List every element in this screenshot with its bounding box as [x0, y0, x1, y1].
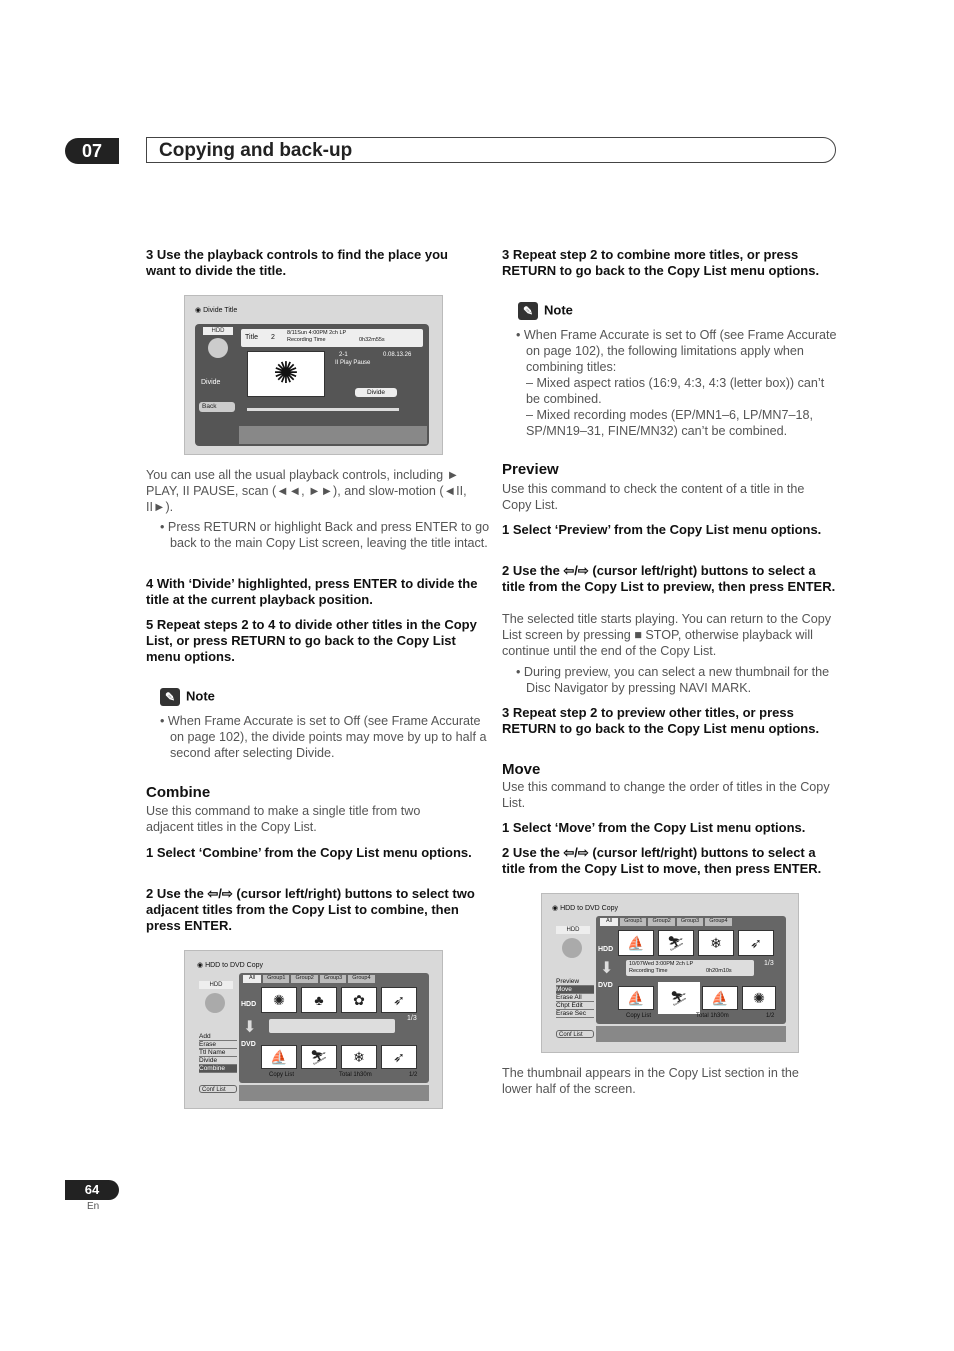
preview-bullet-text: During preview, you can select a new thumbnail for the Disc Navigator by pressing NAVI MARK.	[523, 665, 830, 695]
status-area	[596, 1026, 786, 1042]
screen-title	[195, 306, 237, 314]
note-heading-right	[518, 302, 573, 320]
disc-icon: ◉	[195, 307, 202, 314]
menu-divide[interactable]: Divide	[199, 1057, 237, 1065]
note-label: Note	[186, 688, 215, 704]
thumb-2[interactable]: ⛷	[658, 930, 694, 956]
disc-icon	[562, 938, 582, 958]
info-line-2: Recording Time	[287, 337, 326, 343]
combine-side-menu	[199, 1033, 237, 1073]
down-arrow-icon: ⬇	[600, 960, 614, 977]
chapter-title: Copying and back-up	[146, 137, 836, 163]
hdd-badge: HDD	[199, 981, 233, 989]
combine-screen-title-text: HDD to DVD Copy	[205, 962, 264, 969]
info-line-2: Recording Time	[629, 968, 668, 974]
note-left-bullet: • When Frame Accurate is set to Off (see Frame Accurate on page 102), the divide points may move by up to half a second after selecting Divide.	[160, 714, 487, 760]
note-right-text-1: When Frame Accurate is set to Off (see Frame Accurate on page 102), the following limitations apply when combining titles:	[523, 328, 837, 374]
preview-paragraph: The selected title starts playing. You can return to the Copy List screen by pressing ■ STOP, otherwise playback will continue until the end of the Copy List.	[502, 612, 832, 658]
menu-chpt-edit[interactable]: Chpt Edit	[556, 1002, 594, 1010]
play-pause-label	[335, 360, 370, 366]
status-area	[239, 426, 427, 444]
conf-list-button[interactable]: Conf List	[556, 1030, 594, 1038]
copy-thumb-4[interactable]: ✺	[742, 986, 776, 1010]
combine-heading: Combine	[146, 784, 211, 801]
disc-icon: ◉	[197, 962, 204, 969]
menu-move[interactable]: Move	[556, 986, 594, 994]
thumb-3[interactable]: ❄	[698, 930, 734, 956]
tab-group1[interactable]: Group1	[620, 918, 646, 926]
menu-add[interactable]: Add	[199, 1033, 237, 1041]
language-label: En	[87, 1201, 100, 1212]
move-step-1: 1 Select ‘Move’ from the Copy List menu options.	[502, 820, 806, 835]
copy-thumb-2[interactable]: ⛷	[301, 1045, 337, 1069]
leaf-icon: ✺	[273, 357, 299, 390]
combine-screenshot	[184, 950, 443, 1109]
menu-combine[interactable]: Combine	[199, 1065, 237, 1073]
tab-group3[interactable]: Group3	[677, 918, 703, 926]
page-indicator-top: 1/3	[407, 1015, 417, 1022]
preview-bullet: • During preview, you can select a new thumbnail for the Disc Navigator by pressing NAVI MARK.	[516, 665, 830, 695]
note-right-text-3: – Mixed recording modes (EP/MN1–6, LP/MN7–18, SP/MN19–31, FINE/MN32) can’t be combined.	[526, 408, 813, 438]
hdd-label: HDD	[241, 1001, 257, 1008]
thumb-2[interactable]: ♣	[301, 987, 337, 1013]
down-arrow-icon: ⬇	[243, 1019, 257, 1036]
divide-panel	[195, 324, 429, 446]
preview-heading: Preview	[502, 461, 559, 478]
page-number: 64	[65, 1180, 119, 1200]
note-right-bullet: • When Frame Accurate is set to Off (see Frame Accurate on page 102), the following limitations apply when combining titles:	[516, 328, 837, 374]
menu-ttl-name[interactable]: Ttl Name	[199, 1049, 237, 1057]
dvd-label: DVD	[598, 982, 613, 989]
preview-step-1: 1 Select ‘Preview’ from the Copy List menu options.	[502, 522, 822, 537]
chapter-number: 07	[65, 138, 119, 164]
tab-group2[interactable]: Group2	[648, 918, 674, 926]
info-line-1: 10/07Wed 3:00PM 2ch LP	[629, 961, 694, 967]
tab-group4[interactable]: Group4	[348, 975, 374, 983]
group-tabs	[600, 918, 782, 926]
disc-icon	[208, 338, 228, 358]
note-left-text: When Frame Accurate is set to Off (see Frame Accurate on page 102), the divide points may move by up to half a second after selecting Divide.	[167, 714, 487, 760]
progress-bar[interactable]	[247, 408, 399, 411]
divide-menu-item[interactable]: Divide	[201, 379, 221, 386]
combine-step-1: 1 Select ‘Combine’ from the Copy List menu options.	[146, 845, 472, 860]
copy-list-label: Copy List	[269, 1072, 295, 1078]
note-label-right: Note	[544, 302, 573, 318]
page-indicator-top: 1/3	[764, 960, 774, 967]
combine-step-2: 2 Use the ⇦/⇨ (cursor left/right) buttons to select two adjacent titles from the Copy List to combine, then press ENTER.	[146, 886, 475, 933]
note-heading-left	[160, 688, 215, 706]
playback-controls-paragraph: You can use all the usual playback controls, including ► PLAY, II PAUSE, scan (◄◄, ►►), and slow-motion (◄II, II►).	[146, 468, 467, 514]
status-area	[239, 1085, 429, 1101]
tab-group4[interactable]: Group4	[705, 918, 731, 926]
info-bar	[626, 960, 754, 976]
tab-group2[interactable]: Group2	[291, 975, 317, 983]
dvd-label: DVD	[241, 1041, 256, 1048]
tab-group1[interactable]: Group1	[263, 975, 289, 983]
pause-icon: II	[335, 360, 339, 366]
divide-title-screenshot	[184, 295, 443, 455]
preview-step-3: 3 Repeat step 2 to preview other titles, or press RETURN to go back to the Copy List menu options.	[502, 705, 820, 736]
chapter-label: 2-1	[339, 352, 348, 358]
copy-thumb-1[interactable]: ⛵	[261, 1045, 297, 1069]
move-heading: Move	[502, 761, 541, 778]
preview-intro: Use this command to check the content of a title in the Copy List.	[502, 482, 805, 512]
menu-erase-all[interactable]: Erase All	[556, 994, 594, 1002]
tab-group3[interactable]: Group3	[320, 975, 346, 983]
pencil-icon: ✎	[518, 302, 538, 320]
combine-screen-title	[197, 961, 263, 969]
group-tabs	[243, 975, 425, 983]
disc-icon	[205, 993, 225, 1013]
tab-all[interactable]: All	[600, 918, 618, 926]
hdd-label: HDD	[598, 946, 614, 953]
page-indicator-bottom: 1/2	[409, 1072, 418, 1078]
thumb-4[interactable]: ➶	[738, 930, 774, 956]
move-screenshot	[541, 893, 799, 1053]
title-info-bar	[241, 329, 423, 347]
divide-step-3: 3 Use the playback controls to find the place you want to divide the title.	[146, 247, 448, 278]
move-main-panel	[596, 916, 786, 1024]
position-label: 0.08.13.26	[383, 352, 412, 358]
copy-thumb-4[interactable]: ➶	[381, 1045, 417, 1069]
info-line-1: 8/11Sun 4:00PM 2ch LP	[287, 330, 347, 336]
combine-main-panel	[239, 973, 429, 1083]
back-menu-item[interactable]: Back	[199, 402, 235, 412]
hdd-badge: HDD	[556, 926, 590, 934]
info-time: 0h32m55s	[359, 337, 385, 343]
title-label: Title	[245, 334, 258, 341]
return-bullet-text: Press RETURN or highlight Back and press ENTER to go back to the main Copy List screen, leaving the title intact.	[167, 520, 490, 550]
title-thumbnail	[247, 351, 325, 397]
move-screen-title	[552, 904, 618, 912]
title-number: 2	[271, 334, 275, 341]
move-screen-title-text: HDD to DVD Copy	[560, 905, 619, 912]
copy-list-label: Copy List	[626, 1013, 652, 1019]
return-bullet: • Press RETURN or highlight Back and press ENTER to go back to the main Copy List screen, leaving the title intact.	[160, 520, 490, 550]
copy-thumb-1[interactable]: ⛵	[618, 986, 654, 1010]
move-side-menu	[556, 978, 594, 1018]
copy-thumb-2-selected[interactable]: ⛷	[658, 982, 700, 1014]
move-intro: Use this command to change the order of titles in the Copy List.	[502, 780, 830, 810]
hdd-badge: HDD	[203, 327, 233, 335]
play-pause-text: Play Pause	[340, 360, 371, 366]
thumb-1[interactable]: ✺	[261, 987, 297, 1013]
tab-all[interactable]: All	[243, 975, 261, 983]
thumb-1[interactable]: ⛵	[618, 930, 654, 956]
thumb-4[interactable]: ➶	[381, 987, 417, 1013]
page-indicator-bottom: 1/2	[766, 1013, 775, 1019]
conf-list-button[interactable]: Conf List	[199, 1085, 237, 1093]
screen-title-text: Divide Title	[203, 307, 238, 314]
copy-thumb-3[interactable]: ⛵	[702, 986, 738, 1010]
divide-button[interactable]: Divide	[355, 388, 397, 397]
menu-erase-sec[interactable]: Erase Sec	[556, 1010, 594, 1018]
move-step-2: 2 Use the ⇦/⇨ (cursor left/right) buttons to select a title from the Copy List to move, then press ENTER.	[502, 845, 822, 876]
combine-intro: Use this command to make a single title from two adjacent titles in the Copy List.	[146, 804, 421, 834]
thumb-3[interactable]: ✿	[341, 987, 377, 1013]
info-bar	[269, 1019, 395, 1033]
pencil-icon: ✎	[160, 688, 180, 706]
menu-preview[interactable]: Preview	[556, 978, 594, 986]
total-label: Total 1h30m	[696, 1013, 729, 1019]
menu-erase[interactable]: Erase	[199, 1041, 237, 1049]
info-time: 0h20m10s	[706, 968, 732, 974]
disc-icon: ◉	[552, 905, 559, 912]
divide-step-4: 4 With ‘Divide’ highlighted, press ENTER to divide the title at the current playback position.	[146, 576, 478, 607]
combine-step-3: 3 Repeat step 2 to combine more titles, or press RETURN to go back to the Copy List menu options.	[502, 247, 820, 278]
note-right-text-2: – Mixed aspect ratios (16:9, 4:3, 4:3 (letter box)) can’t be combined.	[526, 376, 825, 406]
preview-step-2: 2 Use the ⇦/⇨ (cursor left/right) buttons to select a title from the Copy List to preview, then press ENTER.	[502, 563, 836, 594]
copy-thumb-3[interactable]: ❄	[341, 1045, 377, 1069]
divide-step-5: 5 Repeat steps 2 to 4 to divide other titles in the Copy List, or press RETURN to go back to the Copy List menu options.	[146, 617, 477, 664]
thumbnail-paragraph: The thumbnail appears in the Copy List section in the lower half of the screen.	[502, 1066, 799, 1096]
total-label: Total 1h30m	[339, 1072, 372, 1078]
